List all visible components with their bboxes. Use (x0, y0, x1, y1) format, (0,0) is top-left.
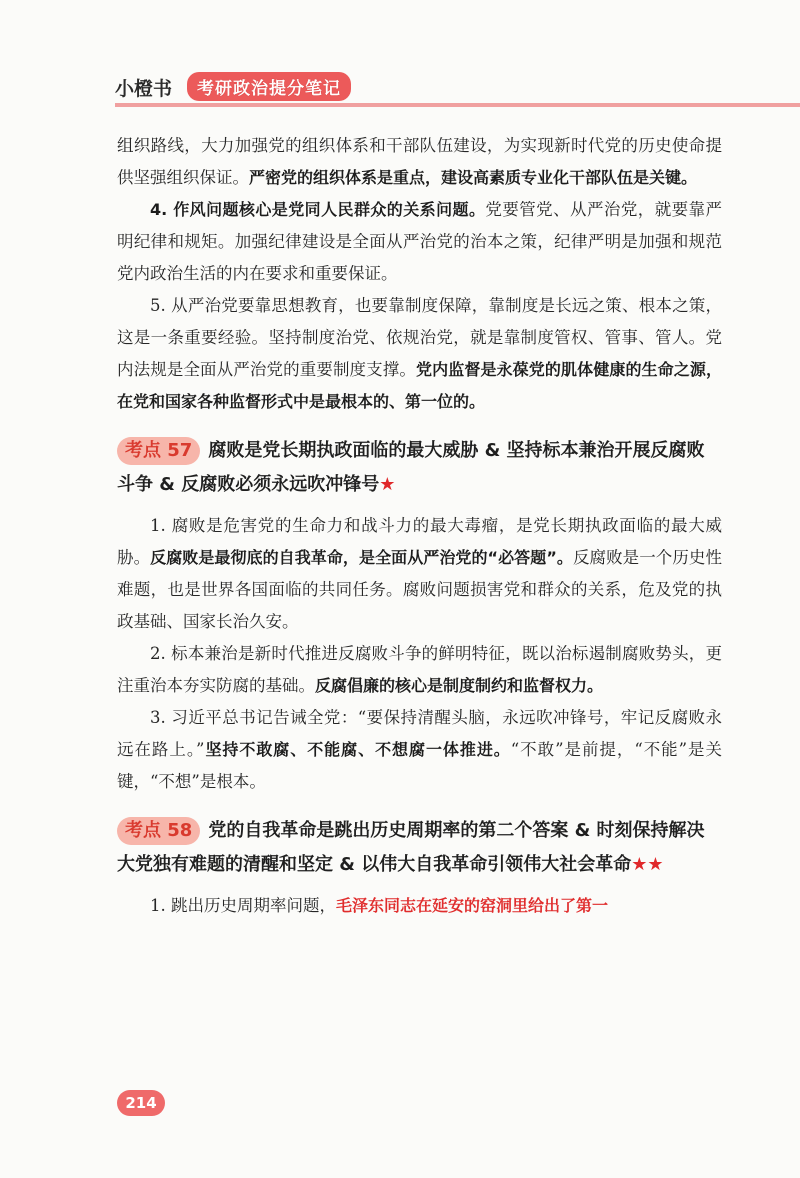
paragraph-58-1 (117, 890, 722, 922)
bold-span: 反腐倡廉的核心是制度制约和监督权力。 (315, 676, 604, 695)
brand-title: 小橙书 (115, 78, 173, 100)
bold-span: 坚持不敢腐、不能腐、不想腐一体推进。 (204, 740, 511, 759)
bold-span: 党内监督是永葆党的肌体健康的生命之源，在党和国家各种监督形式中是最根本的、第一位的。 (117, 360, 722, 411)
page-content (117, 130, 722, 922)
section-title: 党的自我革命是跳出历史周期率的第二个答案 & 时刻保持解决大党独有难题的清醒和坚定 & 以伟大自我革命引领伟大社会革命 (117, 820, 705, 875)
text-span: 1. 跳出历史周期率问题， (150, 896, 336, 915)
section-57-heading (117, 434, 722, 502)
paragraph-5 (117, 290, 722, 418)
bold-span: 4. 作风问题核心是党同人民群众的关系问题。 (150, 200, 486, 219)
text-span: 反腐败是一个历史性难题，也是世界各国面临的共同任务。腐败问题损害党和群众的关系，危及党的执政基础、国家长治久安。 (117, 548, 722, 631)
red-highlight-span: 毛泽东同志在延安的窑洞里给出了第一 (336, 896, 609, 915)
text-span: 党要管党、从严治党，就要靠严明纪律和规矩。加强纪律建设是全面从严治党的治本之策，纪律严明是加强和规范党内政治生活的内在要求和重要保证。 (117, 200, 722, 283)
star-icon: ★★ (631, 854, 664, 875)
bold-span: 反腐败是最彻底的自我革命，是全面从严治党的“必答题”。 (150, 548, 573, 567)
section-58-heading (117, 814, 722, 882)
text-span: 5. 从严治党要靠思想教育，也要靠制度保障，靠制度是长远之策、根本之策，这是一条重要经验。坚持制度治党、依规治党，就是靠制度管权、管事、管人。党内法规是全面从严治党的重要制度支撑。 (117, 296, 722, 379)
page-header (115, 70, 800, 106)
paragraph-57-3 (117, 702, 722, 798)
text-span: 组织路线，大力加强党的组织体系和干部队伍建设，为实现新时代党的历史使命提供坚强组织保证。 (117, 136, 722, 187)
section-tag: 考点 57 (117, 437, 200, 465)
section-tag: 考点 58 (117, 817, 200, 845)
text-span: 3. 习近平总书记告诫全党：“要保持清醒头脑，永远吹冲锋号，牢记反腐败永远在路上。” (117, 708, 722, 759)
text-span: “不敢”是前提，“不能”是关键，“不想”是根本。 (117, 740, 722, 791)
page-number: 214 (117, 1090, 165, 1116)
star-icon: ★ (379, 474, 396, 495)
paragraph-org (117, 130, 722, 194)
header-rule (115, 103, 800, 107)
paragraph-4 (117, 194, 722, 290)
section-title: 腐败是党长期执政面临的最大威胁 & 坚持标本兼治开展反腐败斗争 & 反腐败必须永远吹冲锋号 (117, 440, 705, 495)
text-span: 2. 标本兼治是新时代推进反腐败斗争的鲜明特征，既以治标遏制腐败势头，更注重治本夯实防腐的基础。 (117, 644, 722, 695)
paragraph-57-1 (117, 510, 722, 638)
text-span: 1. 腐败是危害党的生命力和战斗力的最大毒瘤，是党长期执政面临的最大威胁。 (117, 516, 722, 567)
series-badge: 考研政治提分笔记 (187, 72, 351, 101)
bold-span: 严密党的组织体系是重点，建设高素质专业化干部队伍是关键。 (249, 168, 698, 187)
paragraph-57-2 (117, 638, 722, 702)
